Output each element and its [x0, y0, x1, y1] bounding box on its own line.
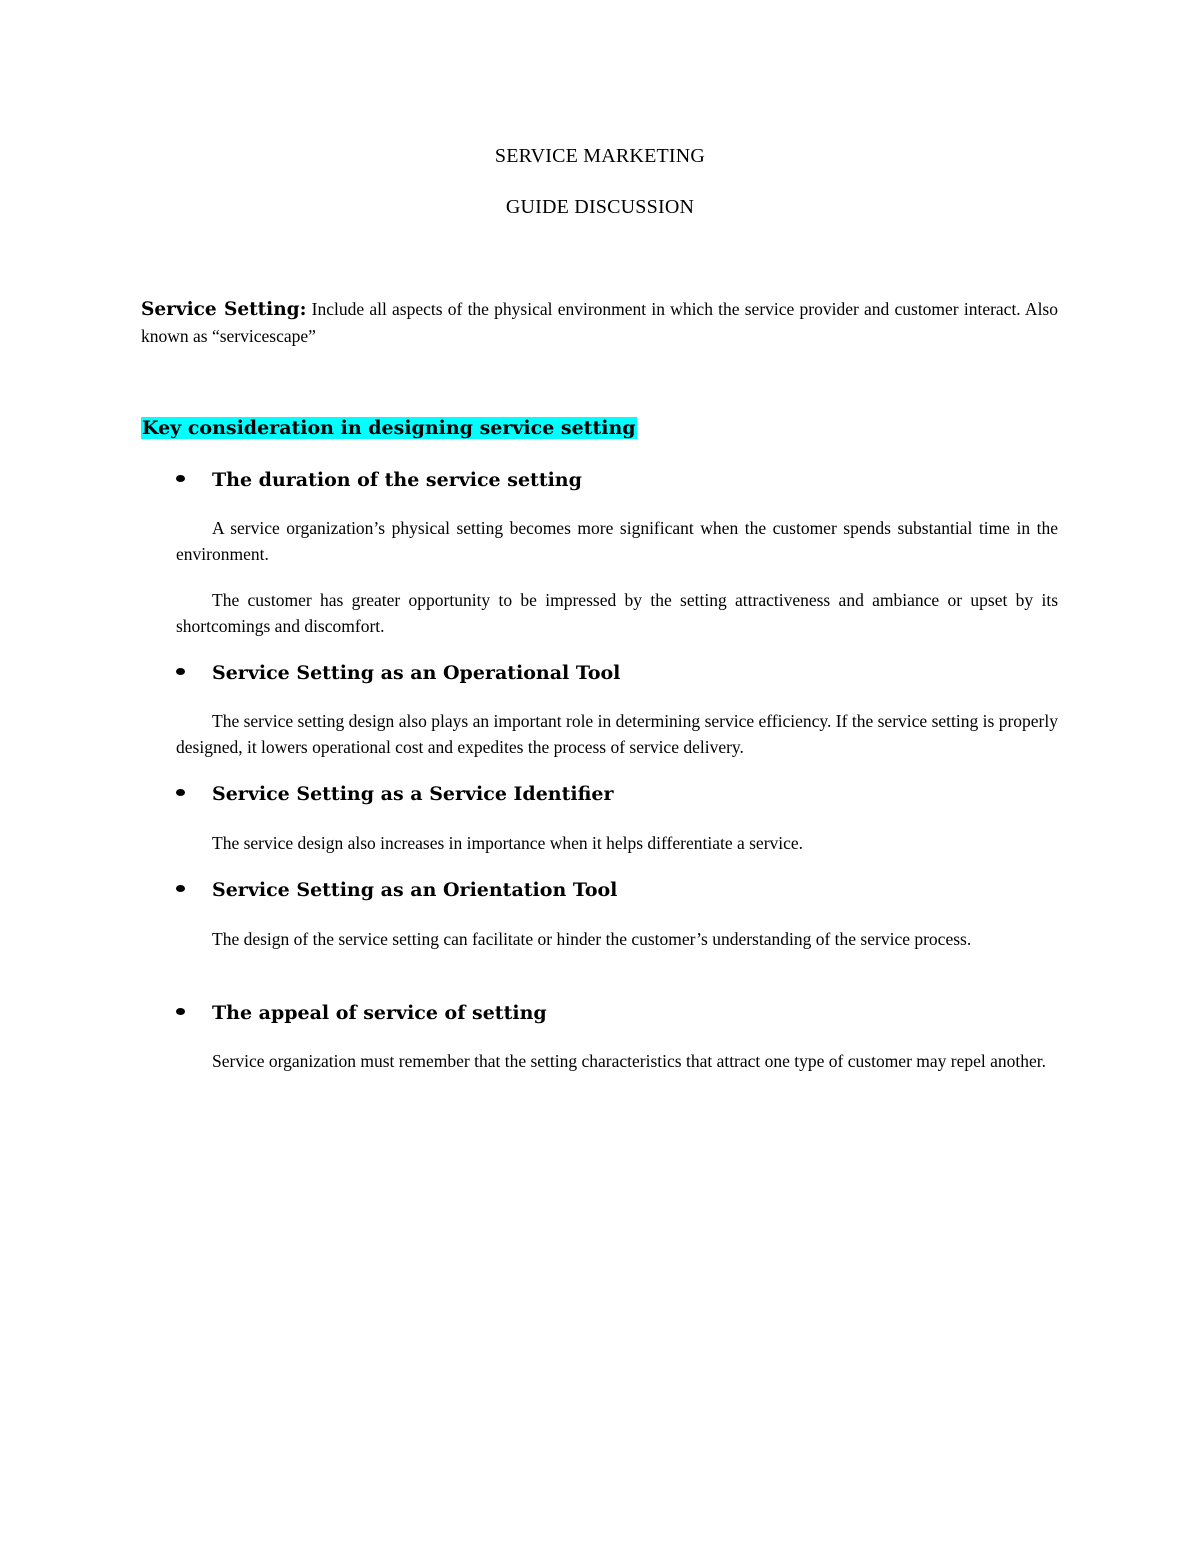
- body-paragraph: The design of the service setting can facilitate or hinder the customer’s understanding of the service process.: [212, 929, 972, 949]
- bullet-item: [174, 781, 1074, 809]
- intro-term: Service Setting:: [141, 299, 307, 320]
- bullet-icon: [176, 885, 185, 892]
- document-title: SERVICE MARKETING: [494, 145, 706, 167]
- bullet-icon: [176, 789, 185, 796]
- intro-paragraph: [141, 296, 1058, 350]
- bullet-icon: [176, 1008, 185, 1015]
- bullet-heading: Service Setting as a Service Identifier: [212, 783, 614, 805]
- body-paragraph: A service organization’s physical setting becomes more significant when the customer spends substantial time in the environment.: [176, 518, 1058, 564]
- bullet-heading: The appeal of service of setting: [212, 1002, 547, 1024]
- bullet-item: [174, 877, 1074, 905]
- document-subtitle: GUIDE DISCUSSION: [505, 196, 695, 218]
- bullet-icon: [176, 668, 185, 675]
- bullet-heading: Service Setting as an Orientation Tool: [212, 879, 618, 901]
- highlighted-heading-text: Key consideration in designing service setting: [142, 417, 636, 439]
- body-paragraph: The service design also increases in importance when it helps differentiate a service.: [212, 833, 804, 853]
- bullet-heading: Service Setting as an Operational Tool: [212, 662, 621, 684]
- bullet-item: [174, 660, 1074, 688]
- body-paragraph: The service setting design also plays an important role in determining service efficiency. If the service setting is properly designed, it lowers operational cost and expedites the process of service delivery.: [176, 711, 1058, 757]
- bullet-heading: The duration of the service setting: [212, 469, 582, 491]
- body-paragraph: The customer has greater opportunity to be impressed by the setting attractiveness and ambiance or upset by its shortcomings and discomfort.: [176, 590, 1058, 636]
- body-paragraph: Service organization must remember that the setting characteristics that attract one type of customer may repel another.: [212, 1051, 1047, 1071]
- intro-text: Include all aspects of the physical environment in which the service provider and customer interact. Also known as “servicescape”: [141, 299, 1058, 346]
- section-heading: [141, 415, 637, 441]
- bullet-item: [174, 467, 1074, 495]
- bullet-item: [174, 1000, 1074, 1028]
- bullet-icon: [176, 475, 185, 482]
